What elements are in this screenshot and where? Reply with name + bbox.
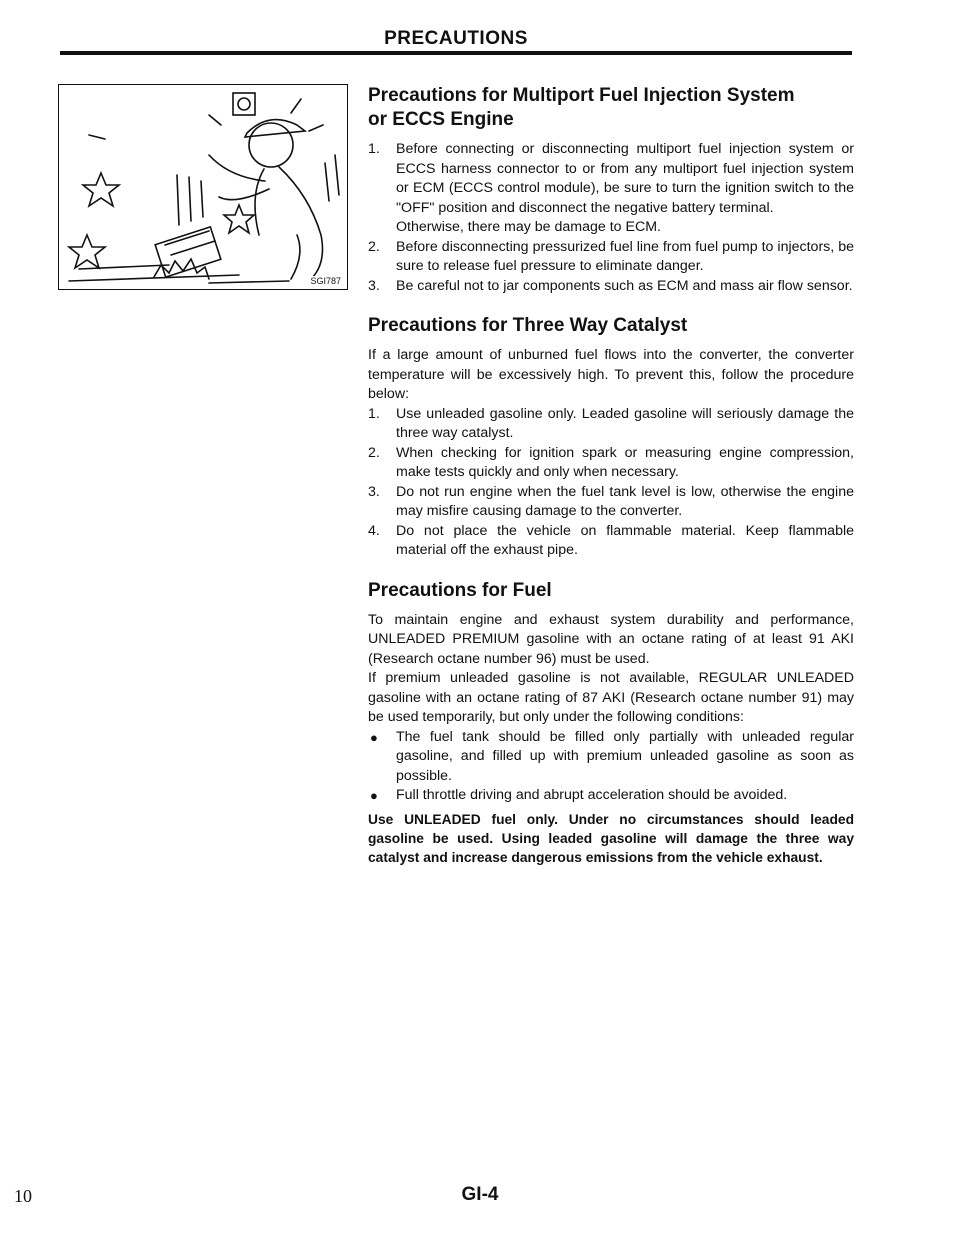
list-item	[368, 140, 854, 238]
intro-paragraph: If a large amount of unburned fuel flows into the converter, the converter temperature will be excessively high. To prevent this, follow the procedure below:	[368, 347, 854, 402]
item-text: When checking for ignition spark or measuring engine compression, make tests quickly and only when necessary.	[396, 444, 854, 480]
main-content	[368, 84, 854, 885]
illustration-drawing	[59, 85, 348, 290]
item-number: 4.	[368, 522, 380, 539]
section-fuel	[368, 579, 854, 867]
item-text: Use unleaded gasoline only. Leaded gasoline will seriously damage the three way catalyst.	[396, 405, 854, 441]
bullet-list	[368, 728, 854, 806]
heading-line-1: Precautions for Multiport Fuel Injection System	[368, 85, 795, 106]
list-item	[368, 444, 854, 483]
paragraph: If premium unleaded gasoline is not available, REGULAR UNLEADED gasoline with an octane rating of 87 AKI (Research octane number 91) may be used temporarily, but only under the following conditions:	[368, 670, 854, 725]
section-multiport-fuel-injection	[368, 84, 854, 296]
list-item	[368, 277, 854, 297]
item-text: Do not place the vehicle on flammable material. Keep flammable material off the exhaust pipe.	[396, 522, 854, 558]
page-title: PRECAUTIONS	[384, 28, 528, 49]
heading-line-2: or ECCS Engine	[368, 109, 514, 130]
item-number: 1.	[368, 405, 380, 422]
item-text: Be careful not to jar components such as ECM and mass air flow sensor.	[396, 277, 853, 294]
list-item	[368, 786, 854, 806]
section-three-way-catalyst	[368, 314, 854, 561]
list-item	[368, 728, 854, 787]
item-number: 1.	[368, 141, 380, 157]
page-header	[60, 28, 852, 50]
item-text: Do not run engine when the fuel tank level is low, otherwise the engine may misfire causing damage to the converter.	[396, 483, 854, 519]
item-number: 3.	[368, 483, 380, 500]
item-note: Otherwise, there may be damage to ECM.	[396, 219, 661, 235]
section-heading: Precautions for Fuel	[368, 579, 552, 601]
list-item	[368, 522, 854, 561]
numbered-list	[368, 405, 854, 561]
page-code: GI-4	[461, 1184, 499, 1205]
header-rule	[60, 51, 852, 55]
numbered-list	[368, 140, 854, 296]
page-number: 10	[14, 1186, 32, 1206]
list-item	[368, 405, 854, 444]
item-number: 2.	[368, 444, 380, 461]
item-text: Before disconnecting pressurized fuel line from fuel pump to injectors, be sure to release fuel pressure to eliminate danger.	[396, 238, 854, 274]
paragraph: To maintain engine and exhaust system durability and performance, UNLEADED PREMIUM gasoline with an octane rating of at least 91 AKI (Research octane number 96) must be used.	[368, 611, 854, 667]
list-item	[368, 238, 854, 277]
bullet-icon: ●	[370, 788, 378, 803]
figure-label: SGI787	[310, 276, 341, 286]
list-item	[368, 483, 854, 522]
section-heading	[368, 84, 854, 132]
item-number: 2.	[368, 238, 380, 255]
bullet-icon: ●	[370, 729, 378, 745]
item-text: Before connecting or disconnecting multiport fuel injection system or ECCS harness connector to or from any multiport fuel injection system or ECM (ECCS control module), be sure to turn the ignition switch to the "OFF" position and disconnect the negative battery terminal.	[396, 141, 854, 216]
section-heading: Precautions for Three Way Catalyst	[368, 315, 688, 336]
item-number: 3.	[368, 277, 380, 294]
warning-note: Use UNLEADED fuel only. Under no circumstances should leaded gasoline be used. Using leaded gasoline will damage the three way catalyst and increase dangerous emissions from the vehicle exhaust.	[368, 811, 854, 865]
illustration-dropped-ecm	[58, 84, 348, 290]
item-text: Full throttle driving and abrupt acceleration should be avoided.	[396, 787, 788, 803]
item-text: The fuel tank should be filled only partially with unleaded regular gasoline, and filled up with premium unleaded gasoline as soon as possible.	[396, 728, 854, 784]
